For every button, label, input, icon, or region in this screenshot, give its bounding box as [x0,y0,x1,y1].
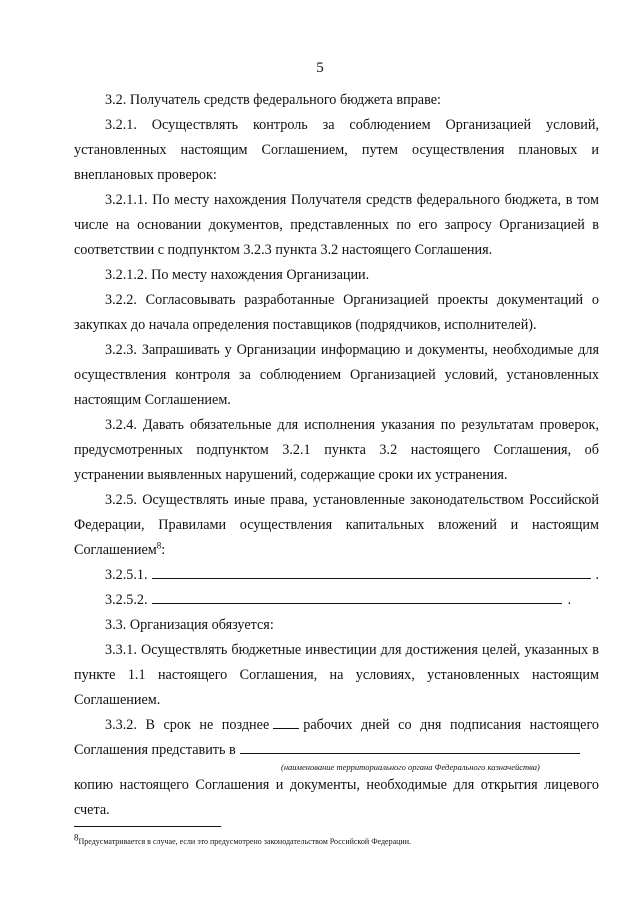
paragraph-3-2-5-end: : [161,542,166,558]
footnote-ref: 8 [156,540,162,551]
paragraph-3-2-2: 3.2.2. Согласовывать разработанные Организацией проекты документаций о закупках до начала определения поставщиков (подрядчиков, исполнителей). [74,292,599,333]
item-3-2-5-1-label: 3.2.5.1. [105,567,148,583]
paragraph-3-3-2-a: 3.3.2. В срок не позднее [105,717,270,733]
days-blank[interactable] [273,716,299,729]
blank-line[interactable] [152,563,592,579]
footnote-text: Предусматривается в случае, если это предусмотрено законодательством Российской Федерации. [78,837,411,846]
item-3-2-5-1 [74,563,599,588]
footnote-mark: 8 [74,832,79,843]
item-3-2-5-2-end: . [567,592,572,608]
paragraph-3-2-1: 3.2.1. Осуществлять контроль за соблюдением Организацией условий, установленных настоящим Соглашением, путем осуществления плановых и внеплановых проверок: [74,117,599,183]
paragraph-3-3-1: 3.3.1. Осуществлять бюджетные инвестиции для достижения целей, указанных в пункте 1.1 настоящего Соглашения, на условиях, установленных настоящим Соглашением. [74,642,599,708]
item-3-2-5-1-end: . [595,567,599,583]
paragraph-3-2-5 [74,488,599,563]
paragraph-3-3-2-c: копию настоящего Соглашения и документы, необходимые для открытия лицевого счета. [74,777,599,818]
blank-line[interactable] [152,588,562,604]
document-body [74,88,599,823]
footnote [74,832,411,847]
paragraph-3-2-3: 3.2.3. Запрашивать у Организации информацию и документы, необходимые для осуществления контроля за соблюдением Организацией условий, установленных настоящим Соглашением. [74,342,599,408]
footnote-divider [74,826,221,827]
paragraph-3-3: 3.3. Организация обязуется: [105,617,274,633]
treasury-caption: (наименование территориального органа Федерального казначейства) [281,762,540,772]
paragraph-3-3-2 [74,713,599,763]
paragraph-3-2-4: 3.2.4. Давать обязательные для исполнения указания по результатам проверок, предусмотренных подпунктом 3.2.1 пункта 3.2 настоящего Соглашения, об устранении выявленных нарушений, содержащие сроки их устранения. [74,417,599,483]
item-3-2-5-2-label: 3.2.5.2. [105,592,148,608]
paragraph-3-3-2-b: рабочих дней со дня подписания настоящего Соглашения представить в [74,717,600,758]
paragraph-3-2-1-2: 3.2.1.2. По месту нахождения Организации. [105,267,370,283]
paragraph-3-2-1-1: 3.2.1.1. По месту нахождения Получателя средств федерального бюджета, в том числе на основании документов, представленных по его запросу Организацией в соответствии с подпунктом 3.2.3 пункта 3.2 настоящего Соглашения. [74,192,599,258]
item-3-2-5-2 [74,588,599,613]
treasury-blank[interactable] [240,741,580,754]
paragraph-3-2-5-text: 3.2.5. Осуществлять иные права, установленные законодательством Российской Федерации, Правилами осуществления капитальных вложений и настоящим Соглашением [74,492,599,558]
paragraph-3-2: 3.2. Получатель средств федерального бюджета вправе: [105,92,441,108]
page-number: 5 [316,60,324,76]
